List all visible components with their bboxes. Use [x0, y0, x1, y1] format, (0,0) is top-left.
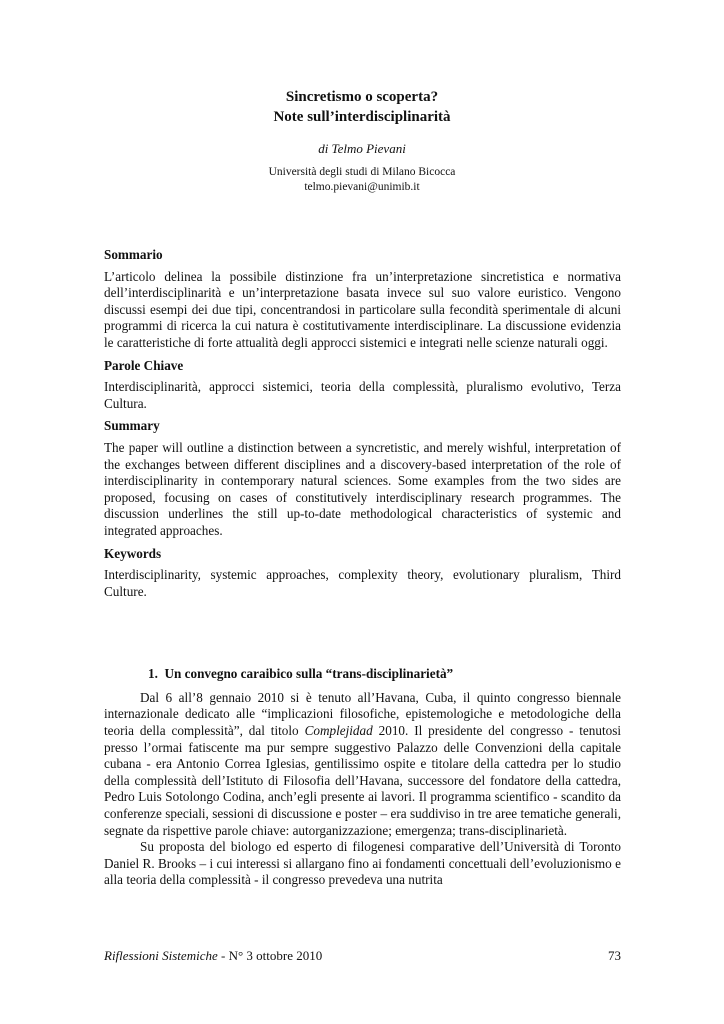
paragraph-1-text-a: Dal 6 all’8 gennaio 2010 si è tenuto all’Havana, Cuba, il quinto congresso biennale internazionale dedicato alle “implicazioni filosofiche, epistemologiche e metodologiche della teoria della complessità”, dal titolo: [104, 689, 621, 739]
abstract-it-text: L’articolo delinea la possibile distinzione fra un’interpretazione sincretistica e normativa dell’interdisciplinarità e un’interpretazione basata invece sul suo valore euristico. Vengono discussi esempi dei due tipi, concentrandosi in particolare sulla fecondità sperimentale di alcuni programmi di ricerca la cui natura è costitutivamente interdisciplinare. La discussione evidenzia le caratteristiche di forte attualità degli approcci sistemici e integrati nelle scienze naturali oggi.: [104, 268, 621, 350]
keywords-en-text: Interdisciplinarity, systemic approaches, complexity theory, evolutionary pluralism, Third Culture.: [104, 567, 621, 599]
paragraph-1-text-b: 2010. Il presidente del congresso - tenutosi presso l’ormai fatiscente ma pur sempre suggestivo Palazzo delle Convenzioni della capitale cubana - era Antonio Correa Iglesias, gentilissimo ospite e titolare della cattedra per lo studio della complessità dell’Istituto di Filosofia dell’Havana, successore del fondatore della cattedra, Pedro Luis Sotolongo Codina, anch’egli presente ai lavori. Il programma scientifico - scandito da conferenze speciali, sessioni di discussione e poster – era suddiviso in tre aree tematiche generali, segnate da rispettive parole chiave: autorganizzazione; emergenza; trans-disciplinarietà.: [104, 723, 622, 838]
section-1-number: 1.: [148, 666, 158, 682]
abstract-en-heading: Summary: [104, 418, 160, 434]
footer-journal: [104, 948, 322, 964]
section-1-paragraph-2: Su proposta del biologo ed esperto di filogenesi comparative dell’Università di Toronto Daniel R. Brooks – i cui interessi si allargano fino ai fondamenti concettuali dell’evoluzionismo e alla teoria della complessità - il congresso prevedeva una nutrita: [104, 839, 621, 888]
page-footer: [104, 948, 621, 964]
author-email: telmo.pievani@unimib.it: [304, 180, 420, 193]
section-1-title: Un convegno caraibico sulla “trans-disciplinarietà”: [164, 666, 454, 682]
paragraph-1-italic-title: Complejidad: [304, 723, 373, 739]
keywords-it-heading: Parole Chiave: [104, 357, 184, 373]
article-body: [104, 247, 621, 889]
keywords-it-text: Interdisciplinarità, approcci sistemici, teoria della complessità, pluralismo evolutivo, Terza Cultura.: [104, 379, 621, 411]
page-number: 73: [608, 948, 621, 963]
journal-issue: - N° 3 ottobre 2010: [217, 948, 323, 963]
author-affiliation: Università degli studi di Milano Bicocca: [268, 166, 456, 178]
section-spacer: [104, 606, 621, 666]
keywords-en-heading: Keywords: [104, 545, 162, 561]
author-name: di Telmo Pievani: [318, 141, 406, 156]
section-1-paragraph-1: [104, 690, 621, 839]
section-1-heading: [148, 666, 621, 683]
article-title-line-2: Note sull’interdisciplinarità: [273, 109, 451, 125]
abstract-it-heading: Sommario: [104, 247, 163, 262]
article-header: [0, 87, 724, 194]
article-title-line-1: Sincretismo o scoperta?: [285, 89, 439, 105]
journal-name: Riflessioni Sistemiche: [104, 948, 218, 963]
abstract-en-text: The paper will outline a distinction between a syncretistic, and merely wishful, interpretation of the exchanges between different disciplines and a discovery-based interpretation of the role of interdisciplinarity in contemporary natural sciences. Some examples from the two sides are proposed, focusing on cases of constitutively interdisciplinary research programmes. The discussion underlines the still up-to-date methodological characteristics of systemic and integrated approaches.: [104, 439, 621, 538]
